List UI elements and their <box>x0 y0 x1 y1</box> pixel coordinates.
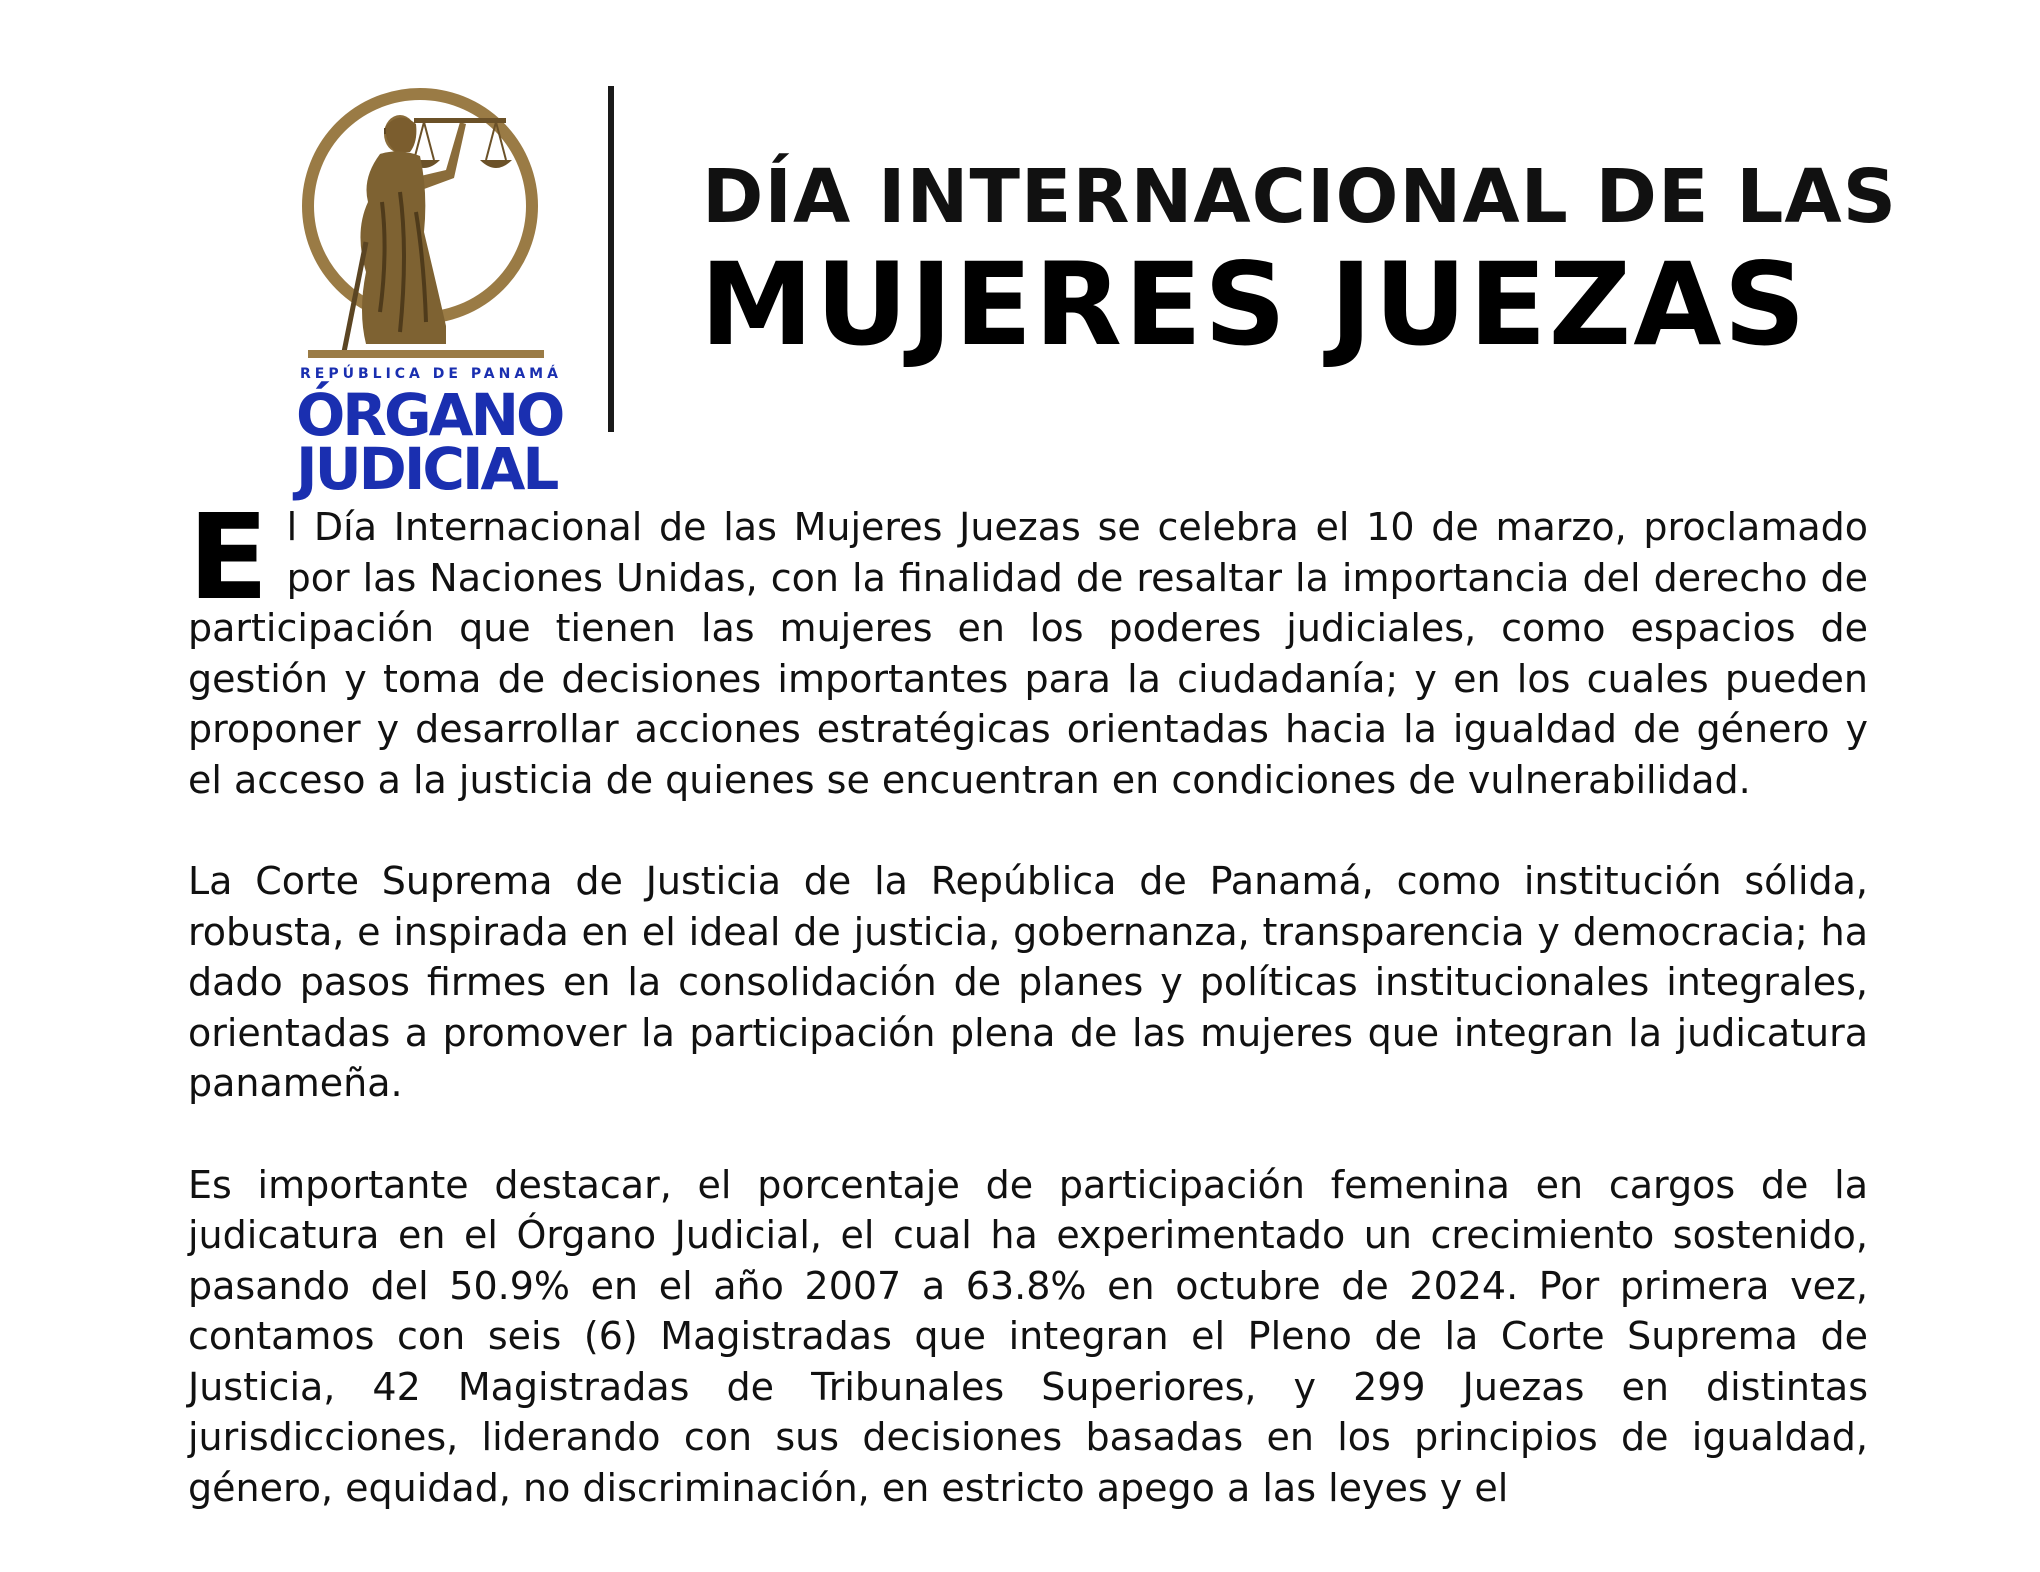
logo-name-line1: ÓRGANO <box>296 381 563 449</box>
title-line2: MUJERES JUEZAS <box>700 238 1808 371</box>
logo-subtitle: REPÚBLICA DE PANAMÁ <box>300 366 562 382</box>
drop-cap: E <box>188 488 269 626</box>
logo-name-line2: JUDICIAL <box>296 435 557 503</box>
document-body <box>188 488 1868 1564</box>
title-line1: DÍA INTERNACIONAL DE LAS <box>702 154 1897 240</box>
organo-judicial-logo <box>296 82 563 503</box>
paragraph-1-text: l Día Internacional de las Mujeres Juezas se celebra el 10 de marzo, proclamado por las Naciones Unidas, con la finalidad de resaltar la importancia del derecho de participación que tienen las mujeres en los poderes judiciales, como espacios de gestión y toma de decisiones importantes para la ciudadanía; y en los cuales pueden proponer y desarrollar acciones estratégicas orientadas hacia la igualdad de género y el acceso a la justicia de quienes se encuentran en condiciones de vulnerabilidad. <box>188 505 1868 802</box>
header-divider <box>608 86 614 432</box>
paragraph-3: Es importante destacar, el porcentaje de participación femenina en cargos de la judicatura en el Órgano Judicial, el cual ha experimentado un crecimiento sostenido, pasando del 50.9% en el año 2007 a 63.8% en octubre de 2024. Por primera vez, contamos con seis (6) Magistradas que integran el Pleno de la Corte Suprema de Justicia, 42 Magistradas de Tribunales Superiores, y 299 Juezas en distintas jurisdicciones, liderando con sus decisiones basadas en los principios de igualdad, género, equidad, no discriminación, en estricto apego a las leyes y el <box>188 1162 1868 1510</box>
lady-justice-emblem-icon <box>296 82 556 372</box>
page-header <box>0 0 2040 503</box>
paragraph-1 <box>188 488 1868 805</box>
paragraph-2: La Corte Suprema de Justicia de la República de Panamá, como institución sólida, robusta, e inspirada en el ideal de justicia, gobernanza, transparencia y democracia; ha dado pasos firmes en la consolidación de planes y políticas institucionales integrales, orientadas a promover la participación plena de las mujeres que integran la judicatura panameña. <box>188 859 1868 1105</box>
